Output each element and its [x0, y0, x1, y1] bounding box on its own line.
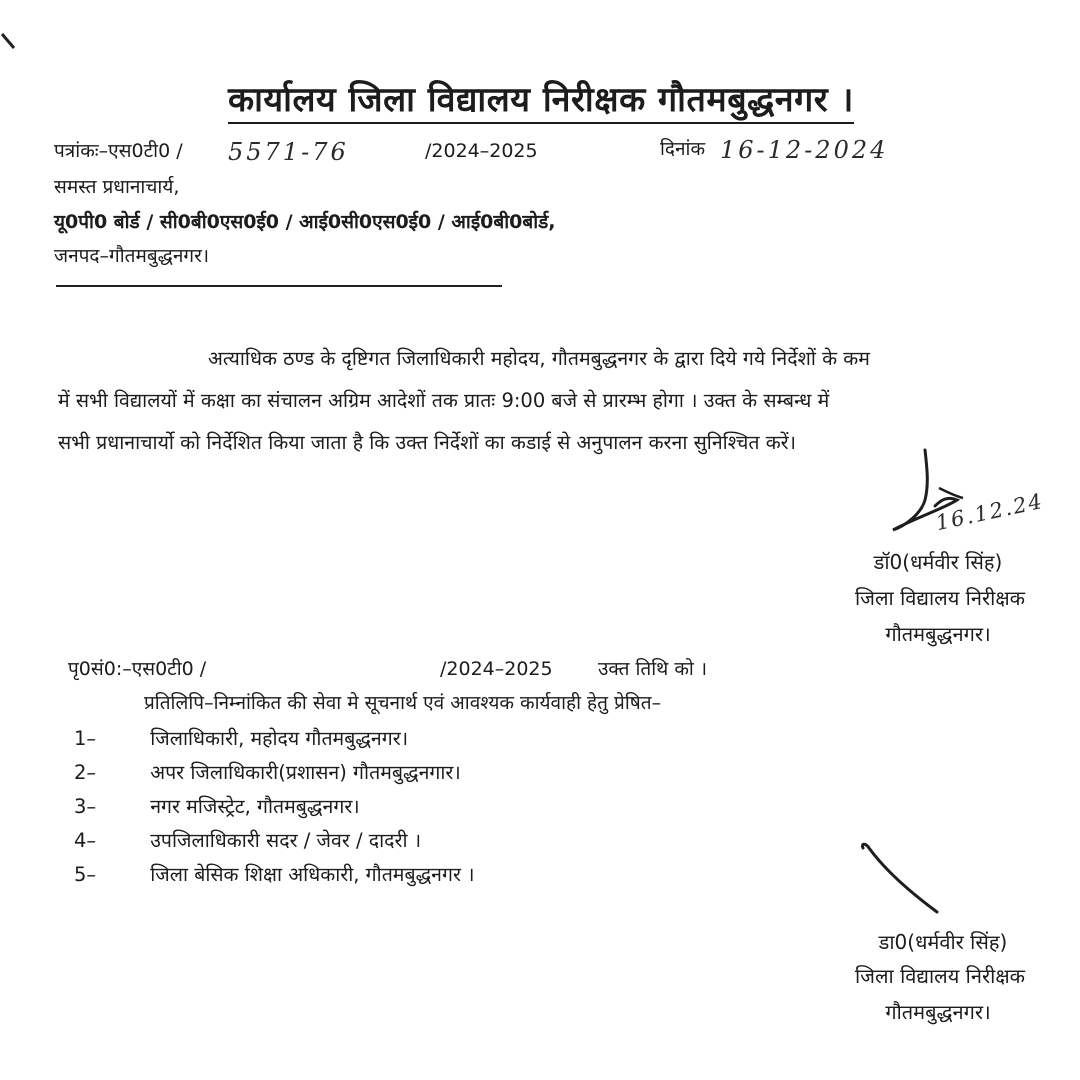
list-item-number: 1–	[74, 727, 97, 750]
list-item-number: 4–	[74, 829, 97, 852]
body-line: सभी प्रधानाचार्यो को निर्देशित किया जाता है कि उक्त निर्देशों का कडाई से अनुपालन करना सुनिश्चित करें।	[58, 431, 797, 454]
signature-date-handwritten: 16.12.24	[933, 488, 1046, 536]
page-title: कार्यालय जिला विद्यालय निरीक्षक गौतमबुद्धनगर ।	[228, 80, 854, 124]
copy-reference-date: उक्त तिथि को ।	[598, 658, 708, 680]
date-handwritten: 16-12-2024	[720, 136, 889, 164]
reference-label: पत्रांकः–एस0टी0 /	[54, 140, 183, 162]
signatory-designation: जिला विद्यालय निरीक्षक	[854, 964, 1026, 988]
list-item-number: 5–	[74, 863, 97, 886]
scan-mark	[0, 30, 20, 54]
addressee-line: समस्त प्रधानाचार्य,	[54, 176, 180, 198]
list-item	[74, 824, 421, 858]
list-item-text: जिला बेसिक शिक्षा अधिकारी, गौतमबुद्धनगर ।	[150, 863, 475, 886]
body-line: अत्याधिक ठण्ड के दृष्टिगत जिलाधिकारी महोदय, गौतमबुद्धनगर के द्वारा दिये गये निर्देशों के कम	[208, 347, 870, 370]
body-paragraph	[58, 338, 1038, 464]
copy-intro: प्रतिलिपि–निम्नांकित की सेवा मे सूचनार्थ एवं आवश्यक कार्यवाही हेतु प्रेषित–	[144, 692, 662, 714]
list-item	[74, 790, 360, 824]
handwritten-signature-2	[855, 840, 945, 920]
list-item-number: 3–	[74, 795, 97, 818]
list-item	[74, 722, 408, 756]
list-item-text: अपर जिलाधिकारी(प्रशासन) गौतमबुद्धनगार।	[150, 761, 461, 784]
signatory-name: डॉ0(धर्मवीर सिंह)	[873, 550, 1003, 574]
list-item	[74, 858, 475, 892]
reference-number-handwritten: 5571-76	[228, 138, 349, 166]
signatory-place: गौतमबुद्धनगर।	[885, 1000, 991, 1024]
signatory-place: गौतमबुद्धनगर।	[885, 622, 991, 646]
list-item-number: 2–	[74, 761, 97, 784]
list-item-text: नगर मजिस्ट्रेट, गौतमबुद्धनगर।	[150, 795, 360, 818]
signatory-name: डा0(धर्मवीर सिंह)	[878, 930, 1008, 954]
addressee-line: यू0पी0 बोर्ड / सी0बी0एस0ई0 / आई0सी0एस0ई0 / आई0बी0बोर्ड,	[54, 211, 556, 233]
reference-session: /2024–2025	[425, 140, 538, 162]
divider	[56, 285, 502, 287]
list-item-text: उपजिलाधिकारी सदर / जेवर / दादरी ।	[150, 829, 422, 852]
list-item	[74, 756, 461, 790]
copy-reference-session: /2024–2025	[440, 658, 553, 680]
copy-reference-label: पृ0सं0:–एस0टी0 /	[68, 658, 207, 680]
list-item-text: जिलाधिकारी, महोदय गौतमबुद्धनगर।	[150, 727, 409, 750]
date-label: दिनांक	[660, 138, 706, 160]
signatory-designation: जिला विद्यालय निरीक्षक	[854, 586, 1026, 610]
addressee-line: जनपद–गौतमबुद्धनगर।	[54, 245, 210, 267]
body-line: में सभी विद्यालयों में कक्षा का संचालन अग्रिम आदेशों तक प्रातः 9:00 बजे से प्रारम्भ होगा । उक्त के सम्बन्ध में	[58, 389, 830, 412]
